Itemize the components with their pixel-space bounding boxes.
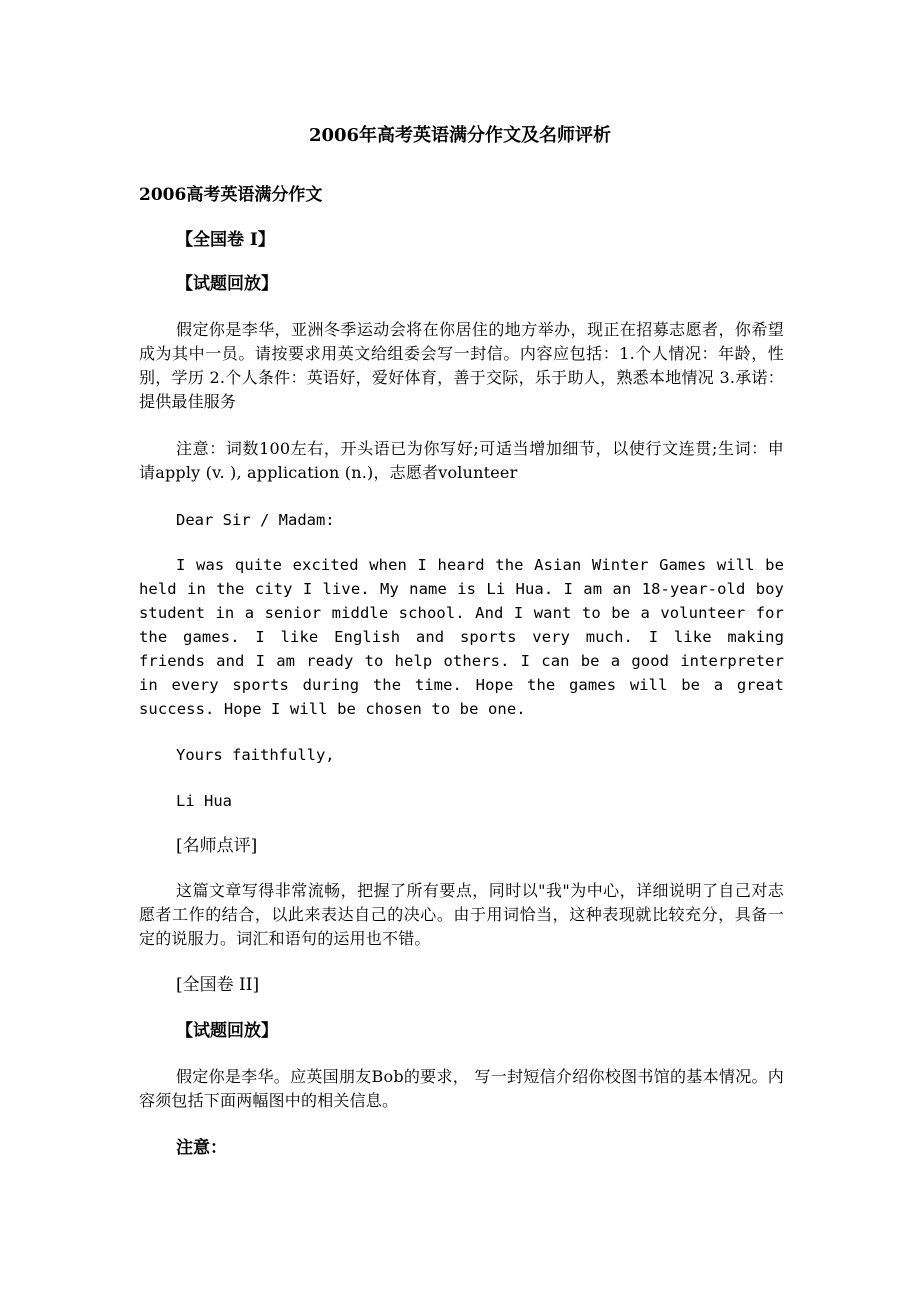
document-title: 2006年高考英语满分作文及名师评析 [308, 125, 612, 146]
section1-prompt-heading: 【试题回放】 [176, 274, 278, 294]
letter-essay: I was quite excited when I heard the Asian Winter Games will be held in the city I live. My name is Li Hua. I am an 18-year-old boy student in a senior middle school. And I want to be a volunteer for the games. I like English and sports very much. I like making friends and I am ready to help others. I can be a good interpreter in every sports during the time. Hope the games will be a great success. Hope I will be chosen to be one. [139, 556, 784, 718]
letter-salutation: Dear Sir / Madam: [176, 511, 335, 529]
letter-signature: Li Hua [176, 792, 232, 810]
section2-prompt-heading: 【试题回放】 [176, 1021, 278, 1041]
document-subtitle: 2006高考英语满分作文 [139, 185, 323, 205]
section1-prompt-text: 假定你是李华，亚洲冬季运动会将在你居住的地方举办，现正在招募志愿者，你希望成为其中一员。请按要求用英文给组委会写一封信。内容应包括：1.个人情况：年龄，性别，学历 2.个人条件：英语好，爱好体育，善于交际，乐于助人，熟悉本地情况 3.承诺：提供最佳服务 [139, 320, 784, 411]
section2-note-heading: 注意： [176, 1138, 227, 1158]
section1-note-text: 注意：词数100左右，开头语已为你写好;可适当增加细节，以使行文连贯;生词：申请apply (v. ), application (n.)，志愿者volunteer [139, 439, 784, 482]
section1-review-text: 这篇文章写得非常流畅，把握了所有要点，同时以"我"为中心，详细说明了自己对志愿者工作的结合，以此来表达自己的决心。由于用词恰当，这种表现就比较充分，具备一定的说服力。词汇和语句的运用也不错。 [139, 881, 784, 948]
section1-label: 【全国卷 I】 [176, 230, 275, 250]
letter-closing: Yours faithfully, [176, 746, 335, 764]
section1-review-heading: [名师点评] [176, 836, 258, 856]
section2-label: [全国卷 II] [176, 975, 260, 995]
section2-prompt-text: 假定你是李华。应英国朋友Bob的要求， 写一封短信介绍你校图书馆的基本情况。内容须包括下面两幅图中的相关信息。 [139, 1067, 784, 1110]
